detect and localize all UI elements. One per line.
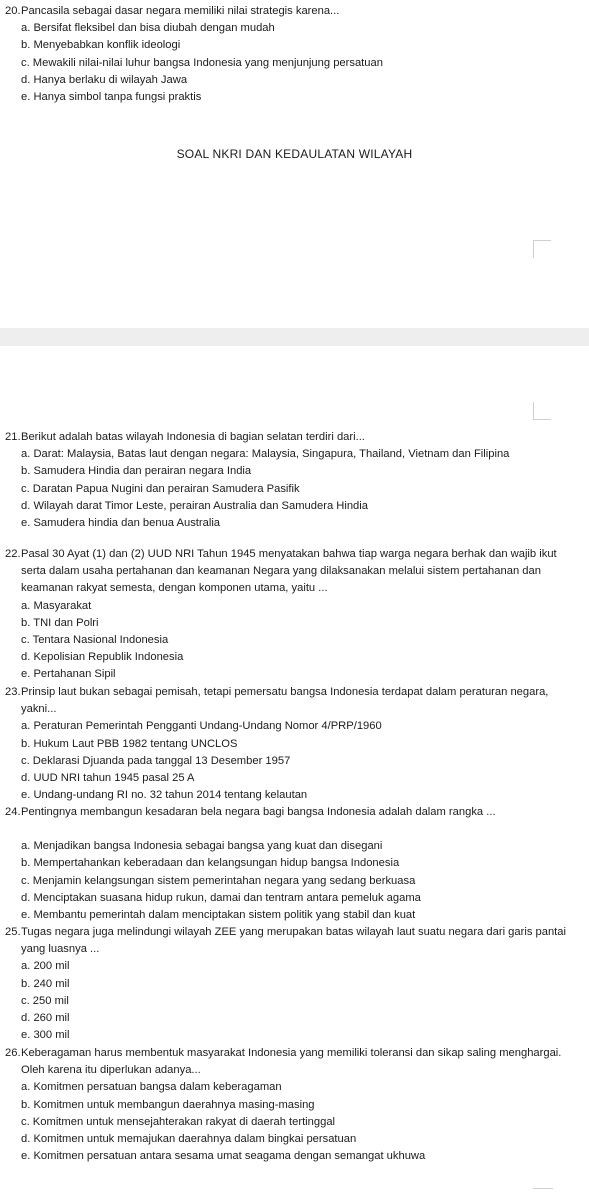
option-c: c. 250 mil bbox=[21, 994, 69, 1007]
question-text: Pasal 30 Ayat (1) dan (2) UUD NRI Tahun 1945 menyatakan bahwa tiap warga negara berhak dan wajib ikut serta dalam usaha pertahanan dan keamanan Negara yang dilaksanakan melalui sistem pertahanan dan keamanan rakyat semesta, dengan komponen utama, yaitu ... bbox=[21, 548, 557, 595]
option-b: b. 240 mil bbox=[21, 977, 70, 990]
page-corner-mark bbox=[533, 402, 551, 420]
option-c: c. Deklarasi Djuanda pada tanggal 13 Desember 1957 bbox=[21, 754, 291, 767]
option-a: a. Darat: Malaysia, Batas laut dengan negara: Malaysia, Singapura, Thailand, Vietnam dan Filipina bbox=[21, 448, 510, 461]
question-number: 25. bbox=[5, 926, 21, 938]
option-c: c. Menjamin kelangsungan sistem pemerintahan negara yang sedang berkuasa bbox=[21, 874, 416, 887]
question-text: Tugas negara juga melindungi wilayah ZEE yang merupakan batas wilayah laut suatu negara dari garis pantai yang luasnya ... bbox=[21, 926, 566, 956]
option-b: b. Menyebabkan konflik ideologi bbox=[21, 39, 181, 52]
question-20 bbox=[5, 3, 580, 106]
option-e: e. Undang-undang RI no. 32 tahun 2014 tentang kelautan bbox=[21, 789, 308, 802]
option-list bbox=[5, 1079, 580, 1165]
option-b: b. TNI dan Polri bbox=[21, 616, 99, 629]
option-a: a. Menjadikan bangsa Indonesia sebagai bangsa yang kuat dan disegani bbox=[21, 840, 383, 853]
question-number: 20. bbox=[5, 5, 21, 17]
option-d: d. Komitmen untuk memajukan daerahnya dalam bingkai persatuan bbox=[21, 1133, 357, 1146]
option-list bbox=[5, 446, 580, 532]
question-text: Keberagaman harus membentuk masyarakat Indonesia yang memiliki toleransi dan sikap saling menghargai. Oleh karena itu diperlukan adanya... bbox=[21, 1047, 562, 1077]
option-b: b. Komitmen untuk membangun daerahnya masing-masing bbox=[21, 1098, 315, 1111]
option-d: d. Wilayah darat Timor Leste, perairan Australia dan Samudera Hindia bbox=[21, 499, 368, 512]
section-heading: SOAL NKRI DAN KEDAULATAN WILAYAH bbox=[176, 147, 413, 161]
question-text: Prinsip laut bukan sebagai pemisah, tetapi pemersatu bangsa Indonesia terdapat dalam peraturan negara, yakni... bbox=[21, 686, 549, 716]
option-list bbox=[5, 958, 580, 1044]
question-stem bbox=[5, 3, 580, 20]
page-top bbox=[0, 0, 589, 328]
question-22 bbox=[5, 546, 580, 684]
option-c: c. Tentara Nasional Indonesia bbox=[21, 634, 169, 647]
option-a: a. Komitmen persatuan bangsa dalam keberagaman bbox=[21, 1081, 282, 1094]
question-number: 26. bbox=[5, 1047, 21, 1059]
question-number: 21. bbox=[5, 431, 21, 443]
option-c: c. Daratan Papua Nugini dan perairan Samudera Pasifik bbox=[21, 482, 300, 495]
question-24 bbox=[5, 804, 580, 924]
question-text: Pancasila sebagai dasar negara memiliki nilai strategis karena... bbox=[21, 5, 340, 17]
question-21 bbox=[5, 429, 580, 532]
page-bottom bbox=[0, 346, 589, 1194]
question-stem bbox=[5, 1045, 580, 1079]
option-e: e. Membantu pemerintah dalam menciptakan sistem politik yang stabil dan kuat bbox=[21, 909, 416, 922]
option-list bbox=[5, 838, 580, 924]
option-c: c. Mewakili nilai-nilai luhur bangsa Indonesia yang menjunjung persatuan bbox=[21, 56, 383, 69]
option-d: d. Hanya berlaku di wilayah Jawa bbox=[21, 73, 188, 86]
option-a: a. Bersifat fleksibel dan bisa diubah dengan mudah bbox=[21, 22, 275, 35]
page-corner-mark bbox=[533, 240, 551, 258]
option-d: d. Menciptakan suasana hidup rukun, damai dan tentram antara pemeluk agama bbox=[21, 891, 421, 904]
option-d: d. Kepolisian Republik Indonesia bbox=[21, 651, 184, 664]
page-gap bbox=[0, 328, 589, 346]
question-23 bbox=[5, 684, 580, 804]
option-e: e. Hanya simbol tanpa fungsi praktis bbox=[21, 91, 202, 104]
option-e: e. Komitmen persatuan antara sesama umat seagama dengan semangat ukhuwa bbox=[21, 1150, 426, 1163]
option-d: d. UUD NRI tahun 1945 pasal 25 A bbox=[21, 772, 195, 785]
option-d: d. 260 mil bbox=[21, 1012, 70, 1025]
option-b: b. Mempertahankan keberadaan dan kelangsungan hidup bangsa Indonesia bbox=[21, 857, 400, 870]
option-list bbox=[5, 20, 580, 106]
question-stem bbox=[5, 684, 580, 718]
question-number: 24. bbox=[5, 806, 21, 818]
question-text: Pentingnya membangun kesadaran bela negara bagi bangsa Indonesia adalah dalam rangka ... bbox=[21, 806, 496, 818]
page-corner-mark bbox=[533, 1188, 553, 1189]
option-e: e. Samudera hindia dan benua Australia bbox=[21, 517, 221, 530]
option-b: b. Samudera Hindia dan perairan negara India bbox=[21, 465, 252, 478]
option-e: e. Pertahanan Sipil bbox=[21, 668, 116, 681]
option-a: a. Peraturan Pemerintah Pengganti Undang-Undang Nomor 4/PRP/1960 bbox=[21, 720, 382, 733]
question-25 bbox=[5, 924, 580, 1044]
question-stem bbox=[5, 804, 580, 821]
question-number: 22. bbox=[5, 548, 21, 560]
option-c: c. Komitmen untuk mensejahterakan rakyat di daerah tertinggal bbox=[21, 1115, 336, 1128]
question-26 bbox=[5, 1045, 580, 1165]
option-a: a. 200 mil bbox=[21, 960, 70, 973]
option-e: e. 300 mil bbox=[21, 1029, 70, 1042]
option-a: a. Masyarakat bbox=[21, 599, 92, 612]
option-list bbox=[5, 718, 580, 804]
question-text: Berikut adalah batas wilayah Indonesia di bagian selatan terdiri dari... bbox=[21, 431, 365, 443]
option-list bbox=[5, 598, 580, 684]
question-stem bbox=[5, 924, 580, 958]
question-stem bbox=[5, 546, 580, 598]
option-b: b. Hukum Laut PBB 1982 tentang UNCLOS bbox=[21, 737, 238, 750]
question-stem bbox=[5, 429, 580, 446]
question-number: 23. bbox=[5, 686, 21, 698]
